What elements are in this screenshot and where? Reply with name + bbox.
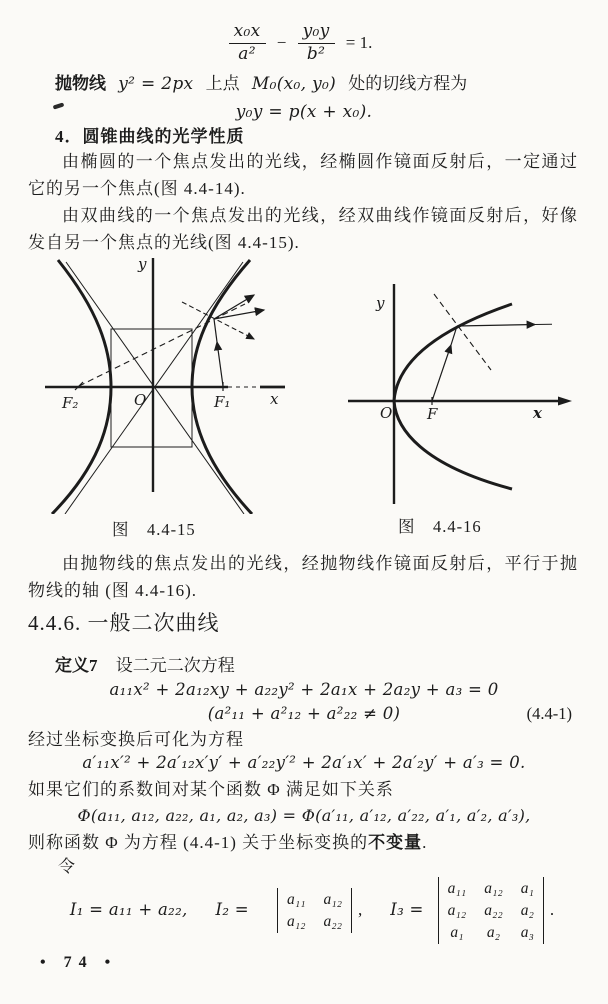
parabola-term: 抛物线: [55, 74, 106, 93]
fraction-1: [229, 22, 266, 64]
origin-label: O: [134, 391, 147, 409]
focus1-label: F₁: [214, 393, 231, 411]
phi-relation-intro: 如果它们的系数间对某个函数 Φ 满足如下关系: [28, 780, 394, 799]
determinant-3x3: [438, 877, 544, 944]
det2-cell: a₁₂: [323, 890, 342, 908]
invariant-sentence-pre: 则称函数 Φ 为方程 (4.4-1) 关于坐标变换的: [28, 833, 369, 852]
det3-cell: a₁₂: [447, 901, 467, 919]
fraction-2: [298, 22, 335, 64]
point-m0: M₀(x₀, y₀): [251, 74, 337, 94]
x-axis-label: x: [533, 404, 542, 422]
equation-number: (4.4-1): [526, 704, 572, 723]
coefficient-condition: (a²₁₁ + a²₁₂ + a²₂₂ ≠ 0): [207, 704, 401, 723]
section-heading: 4.4.6. 一般二次曲线: [28, 611, 220, 635]
parabola-tangent-equation: y₀y = p(x + x₀).: [235, 102, 373, 122]
let-label: 令: [58, 857, 75, 876]
det2-cell: a₁₂: [286, 912, 306, 930]
hyperbola-figure: [38, 252, 328, 514]
hyperbola-tangent-formula: [0, 22, 608, 64]
page-number: • 74 •: [40, 954, 118, 971]
det2-cell: a₁₁: [286, 890, 306, 908]
invariant-sentence-post: .: [422, 833, 428, 852]
invariant-i2-lhs: I₂ =: [215, 900, 249, 919]
focus2-label: F₂: [62, 394, 79, 412]
tangent-line-at-p: [434, 294, 491, 370]
parabola-equation-inline: y² = 2px: [118, 74, 194, 94]
transformed-equation: a′₁₁x′² + 2a′₁₂x′y′ + a′₂₂y′² + 2a′₁x′ + 2a′₂y′ + a′₃ = 0.: [82, 753, 526, 772]
det3-cell: a₁₂: [484, 879, 503, 897]
det3-cell: a₁: [450, 923, 464, 941]
ellipse-optics-paragraph: 由椭圆的一个焦点发出的光线，经椭圆作镜面反射后，一定通过它的另一个焦点(图 4.4-14).: [28, 152, 578, 198]
det3-cell: a₁: [520, 879, 534, 897]
invariants-line: [30, 868, 594, 952]
focus-label: F: [427, 405, 438, 423]
det2-cell: a₂₂: [323, 912, 342, 930]
invariant-i3-lhs: I₃ =: [390, 900, 424, 919]
fraction-2-denominator: b²: [306, 43, 326, 64]
determinant-2x2: [277, 888, 352, 933]
parabola-figure-caption: 图 4.4-16: [398, 517, 482, 536]
sentence-tail: 处的切线方程为: [348, 74, 468, 93]
hyperbola-optics-paragraph: 由双曲线的一个焦点发出的光线，经双曲线作镜面反射后，好像发自另一个焦点的光线(图 4.4-15).: [28, 206, 578, 252]
fraction-1-denominator: a²: [238, 43, 256, 64]
definition-line: [55, 653, 235, 679]
incident-ray-f1: [217, 342, 223, 386]
invariant-i1: I₁ = a₁₁ + a₂₂,: [69, 900, 188, 919]
x-axis-label: x: [270, 390, 279, 408]
definition-text: 设二元二次方程: [115, 656, 235, 675]
y-axis-label: y: [138, 255, 147, 273]
fraction-1-numerator: x₀x: [229, 22, 266, 44]
fraction-2-numerator: y₀y: [298, 22, 335, 44]
parabola-tangent-sentence: [55, 71, 467, 97]
general-quadratic-equation: a₁₁x² + 2a₁₂xy + a₂₂y² + 2a₁x + 2a₂y + a₃ = 0: [109, 680, 499, 699]
invariant-term: 不变量: [368, 833, 423, 852]
incident-ray-f1-tip: [214, 319, 217, 342]
period-separator: .: [549, 900, 555, 919]
incident-ray-from-focus: [432, 345, 451, 401]
det3-cell: a₁₁: [447, 879, 467, 897]
det3-cell: a₂: [486, 923, 501, 941]
invariant-sentence: [28, 830, 427, 856]
parabola-lower-branch: [394, 401, 512, 489]
hyperbola-figure-caption: 图 4.4-15: [112, 520, 196, 539]
reflected-ray-parallel-axis: [457, 325, 535, 327]
phi-equation: Φ(a₁₁, a₁₂, a₂₂, a₁, a₂, a₃) = Φ(a′₁₁, a′₁₂, a′₂₂, a′₁, a′₂, a′₃),: [77, 806, 531, 825]
comma-separator: ,: [358, 900, 363, 919]
det3-cell: a₃: [520, 923, 534, 941]
origin-label: O: [380, 404, 393, 422]
minus-operator: −: [276, 33, 287, 53]
y-axis-label: y: [376, 294, 385, 312]
x-axis-arrow: [558, 397, 572, 406]
det3-cell: a₂: [520, 901, 534, 919]
parabola-figure: [330, 252, 600, 510]
optics-heading: 4．圆锥曲线的光学性质: [55, 127, 245, 146]
transform-intro: 经过坐标变换后可化为方程: [28, 730, 244, 749]
det3-cell: a₂₂: [484, 901, 503, 919]
sentence-mid: 上点: [205, 74, 240, 93]
parabola-optics-paragraph: 由抛物线的焦点发出的光线，经抛物线作镜面反射后，平行于抛物线的轴 (图 4.4-16).: [28, 554, 578, 600]
definition-label: 定义7: [55, 656, 98, 675]
equals-one: = 1.: [345, 33, 373, 53]
